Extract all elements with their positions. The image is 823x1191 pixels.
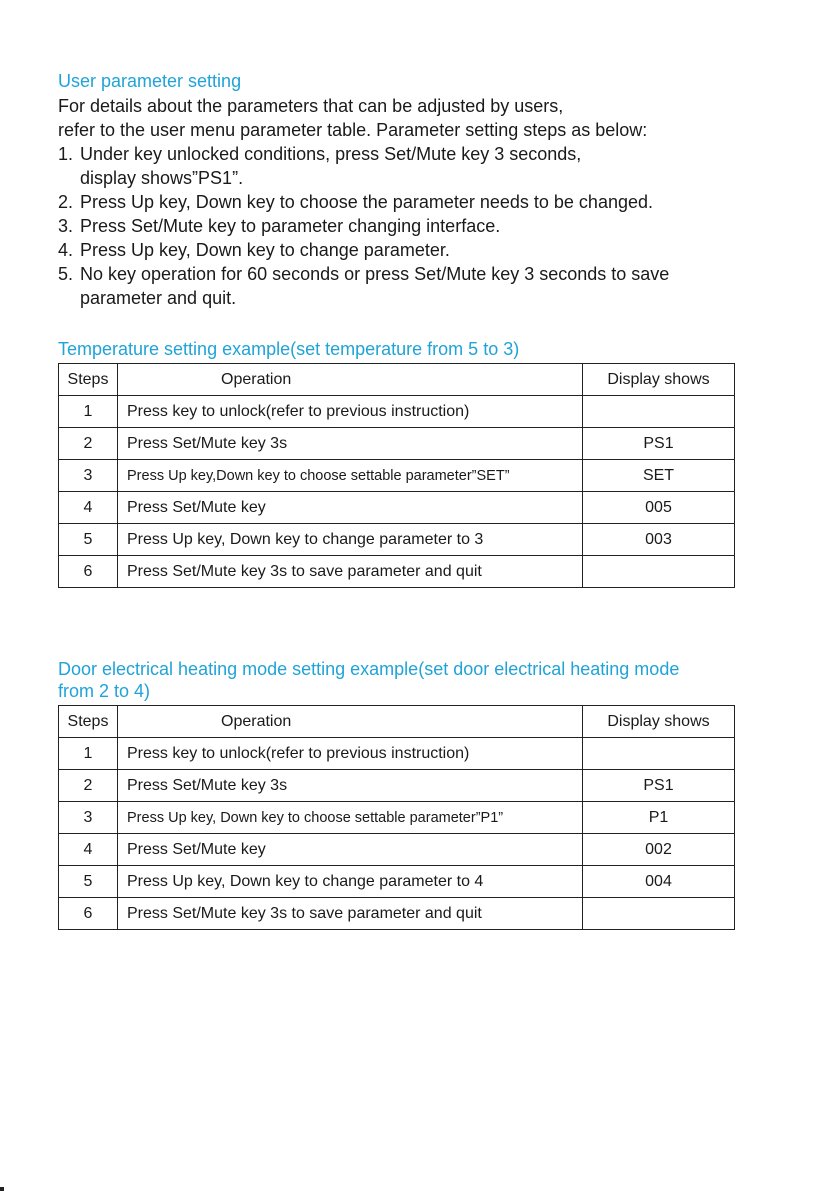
step-cell: 5 xyxy=(59,524,118,556)
table-row xyxy=(59,492,735,524)
operation-cell: Press Set/Mute key 3s xyxy=(118,770,583,802)
step-cell: 4 xyxy=(59,834,118,866)
step-number: 5. xyxy=(58,264,74,284)
table-row xyxy=(59,802,735,834)
setting-step xyxy=(58,262,798,310)
display-cell: 004 xyxy=(583,866,735,898)
table-row xyxy=(59,834,735,866)
display-cell: 005 xyxy=(583,492,735,524)
operation-cell: Press Set/Mute key 3s to save parameter and quit xyxy=(118,556,583,588)
table-row xyxy=(59,396,735,428)
operation-cell: Press Set/Mute key xyxy=(118,492,583,524)
step-text-line-2: display shows”PS1”. xyxy=(80,168,244,188)
step-text-line-1: Press Up key, Down key to change parameter. xyxy=(80,240,450,260)
page-corner-mark xyxy=(0,1187,4,1191)
display-cell: PS1 xyxy=(583,770,735,802)
door-heating-example-heading xyxy=(58,658,808,702)
temperature-example-table xyxy=(58,363,735,588)
display-cell xyxy=(583,738,735,770)
header-steps: Steps xyxy=(59,706,118,738)
step-number: 1. xyxy=(58,144,74,164)
table-row xyxy=(59,556,735,588)
step-cell: 1 xyxy=(59,396,118,428)
intro-line-2: refer to the user menu parameter table. Parameter setting steps as below: xyxy=(58,120,648,140)
operation-cell: Press Set/Mute key 3s to save parameter and quit xyxy=(118,898,583,930)
step-cell: 3 xyxy=(59,802,118,834)
temperature-example-heading: Temperature setting example(set temperature from 5 to 3) xyxy=(58,339,520,359)
table-header-row xyxy=(59,364,735,396)
operation-cell: Press Up key, Down key to change parameter to 3 xyxy=(118,524,583,556)
display-cell xyxy=(583,898,735,930)
door-heading-line-2: from 2 to 4) xyxy=(58,681,151,701)
step-cell: 5 xyxy=(59,866,118,898)
step-text-line-1: Press Up key, Down key to choose the parameter needs to be changed. xyxy=(80,192,653,212)
operation-cell: Press Up key, Down key to choose settable parameter”P1” xyxy=(118,802,583,834)
step-text-line-1: Under key unlocked conditions, press Set/Mute key 3 seconds, xyxy=(80,144,582,164)
step-cell: 6 xyxy=(59,556,118,588)
step-text-line-1: Press Set/Mute key to parameter changing interface. xyxy=(80,216,501,236)
table-row xyxy=(59,866,735,898)
step-text-line-2: parameter and quit. xyxy=(80,288,237,308)
intro-line-1: For details about the parameters that can be adjusted by users, xyxy=(58,96,564,116)
table-row xyxy=(59,738,735,770)
table-row xyxy=(59,428,735,460)
step-number: 2. xyxy=(58,192,74,212)
table-row xyxy=(59,898,735,930)
user-parameter-heading: User parameter setting xyxy=(58,71,242,91)
step-number: 3. xyxy=(58,216,74,236)
intro-paragraph xyxy=(58,94,798,142)
setting-step xyxy=(58,214,798,238)
header-steps: Steps xyxy=(59,364,118,396)
operation-cell: Press Set/Mute key 3s xyxy=(118,428,583,460)
table-row xyxy=(59,770,735,802)
operation-cell: Press Up key,Down key to choose settable parameter”SET” xyxy=(118,460,583,492)
display-cell xyxy=(583,556,735,588)
display-cell: 002 xyxy=(583,834,735,866)
header-display: Display shows xyxy=(583,706,735,738)
door-heading-line-1: Door electrical heating mode setting example(set door electrical heating mode xyxy=(58,659,680,679)
step-cell: 3 xyxy=(59,460,118,492)
setting-step xyxy=(58,190,798,214)
display-cell xyxy=(583,396,735,428)
table-header-row xyxy=(59,706,735,738)
step-cell: 2 xyxy=(59,428,118,460)
operation-cell: Press Set/Mute key xyxy=(118,834,583,866)
display-cell: SET xyxy=(583,460,735,492)
operation-cell: Press Up key, Down key to change parameter to 4 xyxy=(118,866,583,898)
step-cell: 6 xyxy=(59,898,118,930)
door-heating-example-table xyxy=(58,705,735,930)
user-parameter-instructions xyxy=(58,94,798,310)
operation-cell: Press key to unlock(refer to previous instruction) xyxy=(118,396,583,428)
header-operation: Operation xyxy=(118,706,583,738)
header-operation: Operation xyxy=(118,364,583,396)
display-cell: P1 xyxy=(583,802,735,834)
step-number: 4. xyxy=(58,240,74,260)
step-cell: 4 xyxy=(59,492,118,524)
step-text-line-1: No key operation for 60 seconds or press Set/Mute key 3 seconds to save xyxy=(80,264,670,284)
step-cell: 1 xyxy=(59,738,118,770)
header-display: Display shows xyxy=(583,364,735,396)
table-row xyxy=(59,524,735,556)
step-cell: 2 xyxy=(59,770,118,802)
setting-steps-list xyxy=(58,142,798,310)
display-cell: PS1 xyxy=(583,428,735,460)
setting-step xyxy=(58,238,798,262)
display-cell: 003 xyxy=(583,524,735,556)
operation-cell: Press key to unlock(refer to previous instruction) xyxy=(118,738,583,770)
table-row xyxy=(59,460,735,492)
setting-step xyxy=(58,142,798,190)
